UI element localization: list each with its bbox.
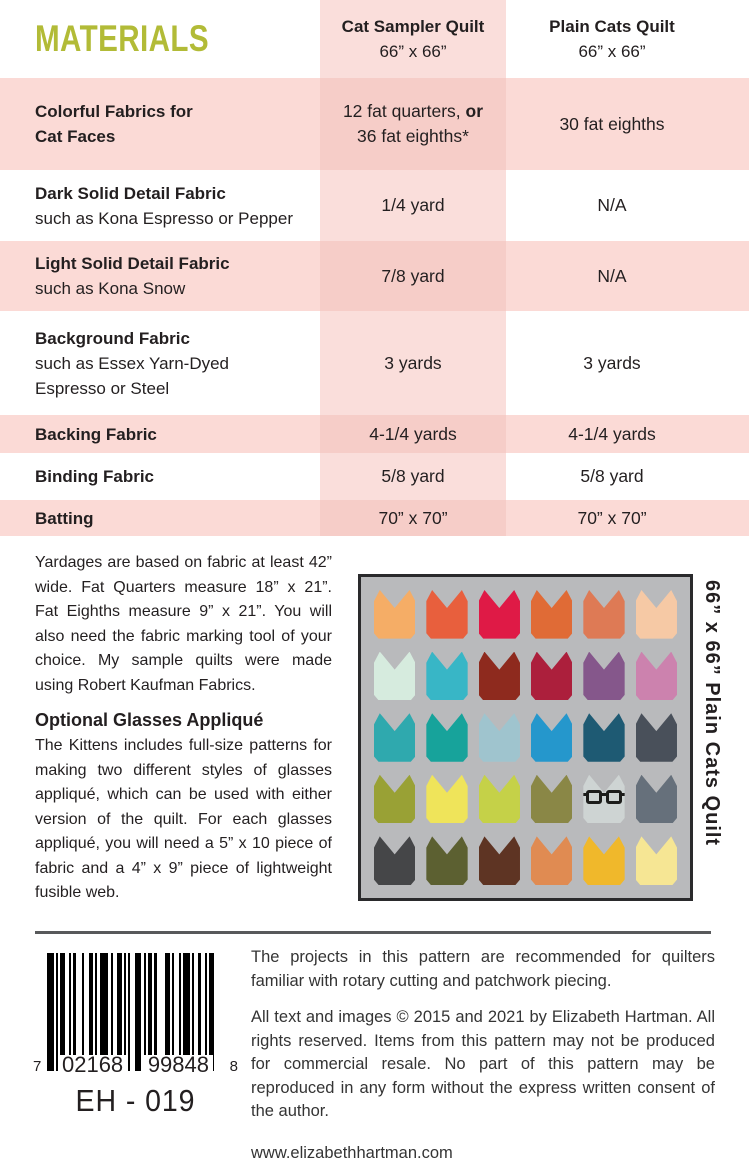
cat-sampler-value: 3 yards	[320, 311, 506, 415]
cat-block	[583, 652, 624, 701]
yardage-note: Yardages are based on fabric at least 42” wide. Fat Quarters measure 18” x 21”. Fat Eighths measure 9” x 21”. You will also need the fabric marking tool of your choice. My sample quilts were made using Robert Kaufman Fabrics.	[35, 554, 332, 694]
table-row	[0, 170, 749, 241]
cat-block	[636, 775, 677, 824]
barcode-digits	[33, 1052, 238, 1077]
quilt-caption: 66” x 66” Plain Cats Quilt	[701, 580, 723, 847]
barcode	[33, 953, 238, 1119]
cat-sampler-value: 7/8 yard	[320, 241, 506, 311]
cat-block	[531, 836, 572, 885]
cat-block	[583, 590, 624, 639]
table-row	[0, 500, 749, 536]
fine-print	[251, 946, 715, 1158]
cat-block	[531, 590, 572, 639]
cat-block	[583, 836, 624, 885]
cat-block	[636, 590, 677, 639]
barcode-digit-left: 7	[33, 1058, 42, 1075]
cat-block	[374, 652, 415, 701]
copyright-note: All text and images © 2015 and 2021 by Elizabeth Hartman. All rights reserved. Items from this pattern may not be produced for commercial resale. No part of this pattern may be reproduced in any form without the express written consent of the author.	[251, 1008, 715, 1120]
cat-block	[426, 775, 467, 824]
column-title: Plain Cats Quilt	[549, 17, 675, 36]
row-label: Light Solid Detail Fabric such as Kona Snow	[35, 254, 230, 298]
plain-cats-value: N/A	[597, 195, 627, 215]
row-label: Dark Solid Detail Fabric such as Kona Espresso or Pepper	[35, 183, 293, 228]
row-label: Backing Fabric	[35, 424, 157, 444]
applique-heading: Optional Glasses Appliqué	[35, 710, 264, 730]
cat-block	[479, 590, 520, 639]
cat-block-with-glasses	[583, 775, 624, 824]
column-header-cat-sampler	[320, 0, 506, 78]
column-size: 66” x 66”	[578, 42, 646, 61]
cat-block	[531, 713, 572, 762]
table-row	[0, 311, 749, 415]
cat-sampler-value: 12 fat quarters, or 36 fat eighths*	[320, 78, 506, 170]
row-label: Binding Fabric	[35, 467, 154, 486]
cat-block	[636, 713, 677, 762]
column-size: 66” x 66”	[379, 42, 447, 61]
cat-block	[583, 713, 624, 762]
plain-cats-value: 70” x 70”	[577, 507, 647, 528]
row-label: Colorful Fabrics for Cat Faces	[35, 102, 193, 146]
plain-cats-value: 5/8 yard	[580, 466, 644, 486]
plain-cats-quilt-photo	[358, 574, 693, 901]
plain-cats-value: 3 yards	[583, 352, 641, 373]
plain-cats-value: 4-1/4 yards	[568, 423, 656, 444]
cat-block	[426, 652, 467, 701]
cat-block	[374, 836, 415, 885]
table-row	[0, 241, 749, 311]
table-row	[0, 78, 749, 170]
cat-block	[479, 652, 520, 701]
cat-block	[374, 775, 415, 824]
table-row	[0, 453, 749, 500]
glasses-icon	[582, 790, 626, 804]
barcode-group-2: 99848	[144, 1055, 213, 1075]
cat-block	[636, 652, 677, 701]
plain-cats-value: 30 fat eighths	[559, 113, 665, 134]
cat-sampler-value: 1/4 yard	[320, 170, 506, 241]
table-header-row	[0, 0, 749, 78]
cat-block	[479, 836, 520, 885]
barcode-digit-right: 8	[229, 1058, 238, 1075]
notes-section	[35, 551, 332, 916]
cat-sampler-value: 5/8 yard	[320, 453, 506, 500]
cat-block	[374, 590, 415, 639]
materials-table	[0, 0, 749, 536]
table-row	[0, 415, 749, 453]
cat-block	[531, 652, 572, 701]
row-label: Batting	[35, 508, 94, 528]
page-title: MATERIALS	[35, 18, 210, 59]
pattern-code: EH - 019	[75, 1083, 196, 1118]
cat-block	[374, 713, 415, 762]
cat-block	[636, 836, 677, 885]
cat-block	[426, 836, 467, 885]
cat-block	[479, 713, 520, 762]
cat-sampler-value: 4-1/4 yards	[320, 415, 506, 453]
cat-block	[426, 590, 467, 639]
cat-sampler-value: 70” x 70”	[320, 500, 506, 536]
column-title: Cat Sampler Quilt	[341, 17, 485, 36]
barcode-group-1: 02168	[58, 1055, 127, 1075]
cat-block	[426, 713, 467, 762]
plain-cats-value: N/A	[597, 265, 627, 286]
divider-line	[35, 931, 711, 934]
website-link: www.elizabethhartman.com	[251, 1143, 453, 1158]
column-header-plain-cats	[506, 14, 718, 64]
cat-block	[479, 775, 520, 824]
applique-note: The Kittens includes full-size patterns for making two different styles of glasses appliqué, which can be used with either version of the quilt. For each glasses appliqué, you will need a 5” x 10 piece of fabric and a 4” x 9” piece of lightweight fusible web.	[35, 737, 332, 901]
cat-block	[531, 775, 572, 824]
skill-note: The projects in this pattern are recommended for quilters familiar with rotary cutting and patchwork piecing.	[251, 948, 715, 990]
row-label: Background Fabric such as Essex Yarn-Dyed Espresso or Steel	[35, 328, 230, 398]
